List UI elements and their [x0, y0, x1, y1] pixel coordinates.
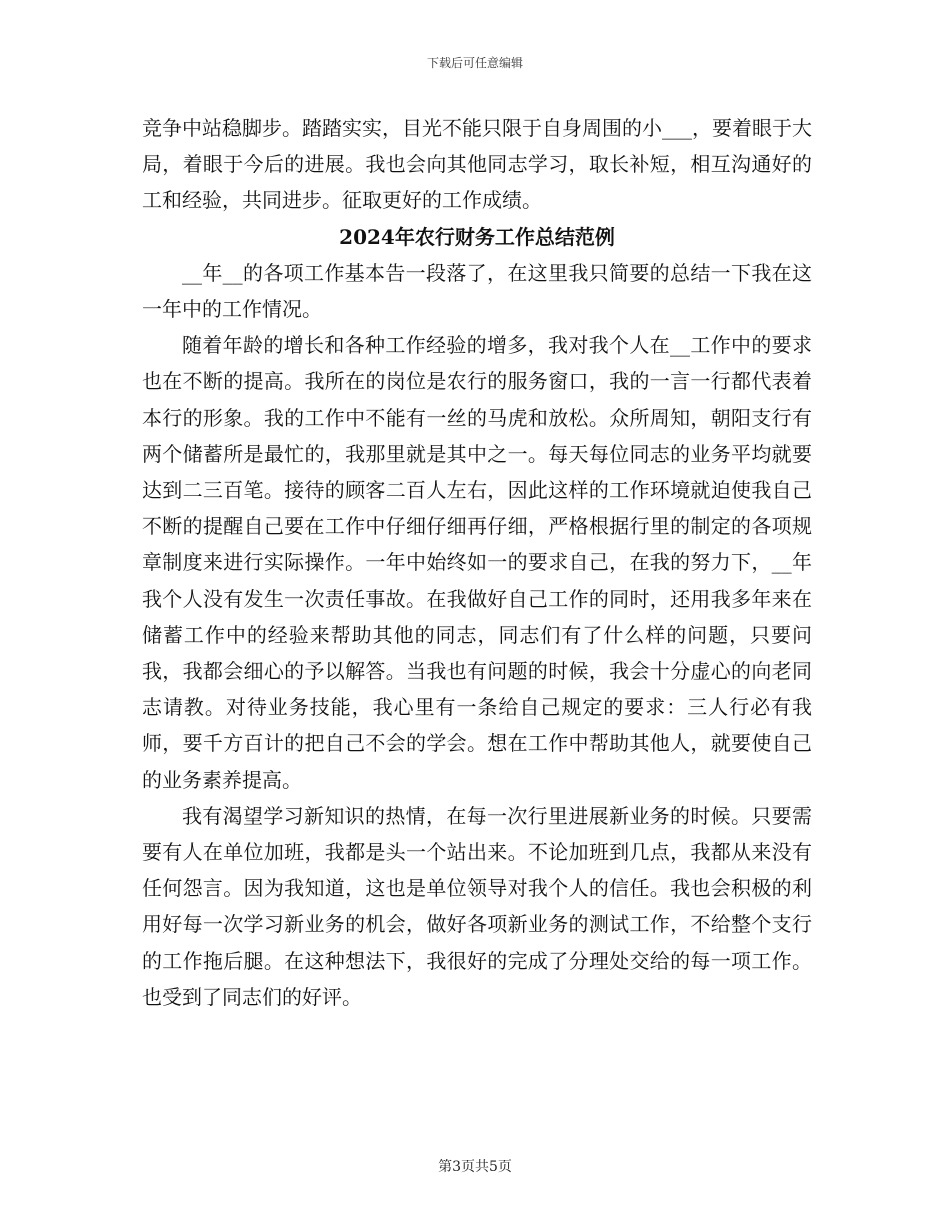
- paragraph-2: 随着年龄的增长和各种工作经验的增多，我对我个人在__工作中的要求也在不断的提高。我所在的岗位是农行的服务窗口，我的一言一行都代表着本行的形象。我的工作中不能有一丝的马虎和放松。众所周知，朝阳支行有两个储蓄所是最忙的，我那里就是其中之一。每天每位同志的业务平均就要达到二三百笔。接待的顾客二百人左右，因此这样的工作环境就迫使我自己不断的提醒自己要在工作中仔细仔细再仔细，严格根据行里的制定的各项规章制度来进行实际操作。一年中始终如一的要求自己，在我的努力下，__年我个人没有发生一次责任事故。在我做好自己工作的同时，还用我多年来在储蓄工作中的经验来帮助其他的同志，同志们有了什么样的问题，只要问我，我都会细心的予以解答。当我也有问题的时候，我会十分虚心的向老同志请教。对待业务技能，我心里有一条给自己规定的要求：三人行必有我师，要千方百计的把自己不会的学会。想在工作中帮助其他人，就要使自己的业务素养提高。: [142, 333, 812, 792]
- page-header: 下载后可任意编辑: [426, 56, 523, 70]
- paragraph-3: 我有渴望学习新知识的热情，在每一次行里进展新业务的时候。只要需要有人在单位加班，我都是头一个站出来。不论加班到几点，我都从来没有任何怨言。因为我知道，这也是单位领导对我个人的信任。我也会积极的利用好每一次学习新业务的机会，做好各项新业务的测试工作，不给整个支行的工作拖后腿。在这种想法下，我很好的完成了分理处交给的每一项工作。也受到了同志们的好评。: [142, 803, 812, 1009]
- document-body: [142, 110, 812, 1015]
- page-footer: 第3页共5页: [438, 1159, 512, 1175]
- lead-paragraph: 竞争中站稳脚步。踏踏实实，目光不能只限于自身周围的小___，要着眼于大局，着眼于今后的进展。我也会向其他同志学习，取长补短，相互沟通好的工和经验，共同进步。征取更好的工作成绩。: [142, 116, 812, 213]
- document-title: 2024年农行财务工作总结范例: [339, 224, 615, 249]
- paragraph-1: __年__的各项工作基本告一段落了，在这里我只简要的总结一下我在这一年中的工作情况。: [142, 260, 812, 322]
